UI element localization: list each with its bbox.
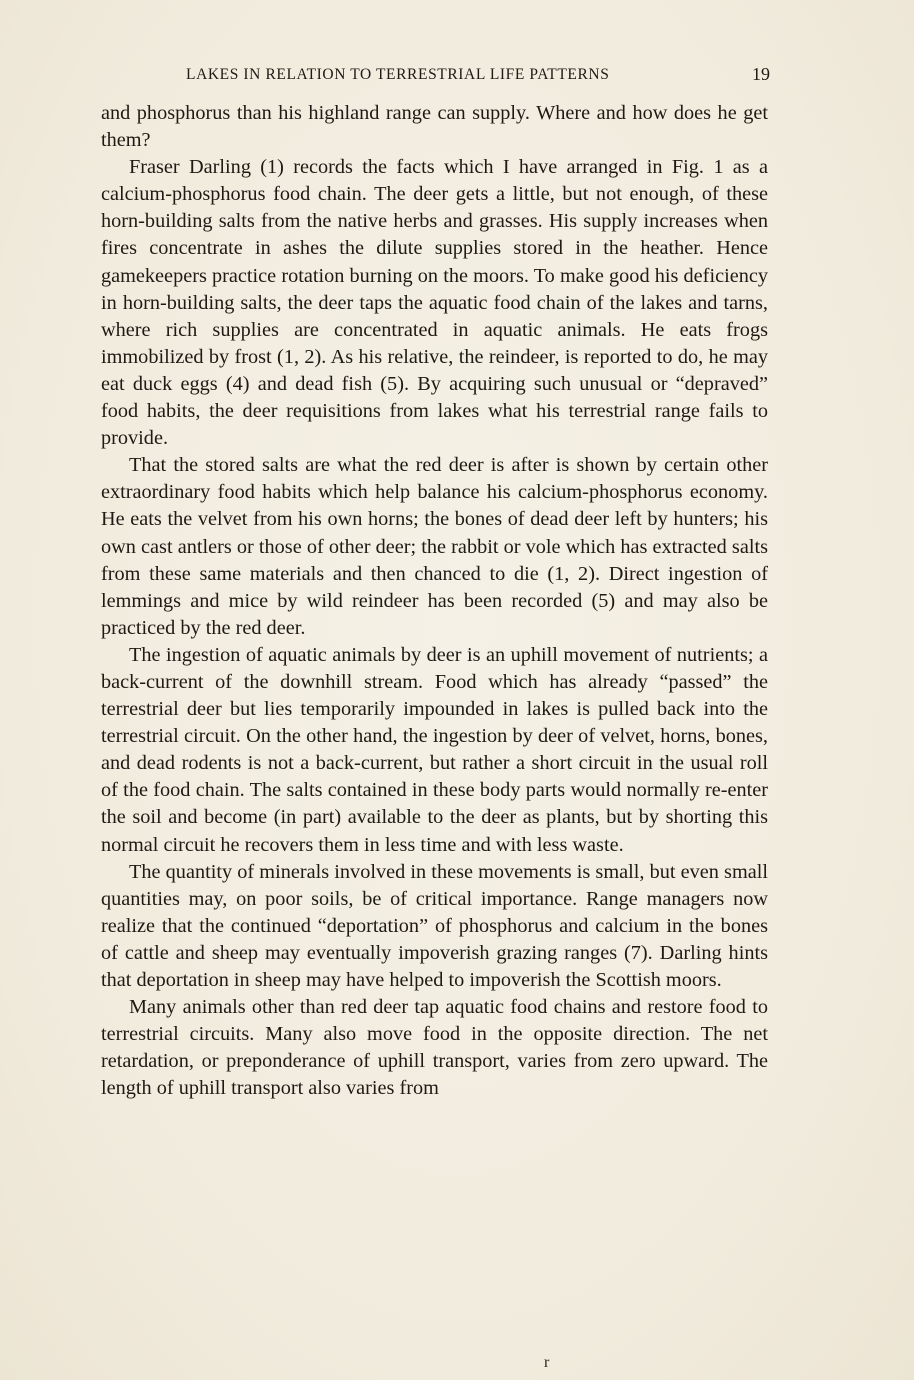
signature-mark: r	[544, 1354, 550, 1371]
paragraph: Fraser Darling (1) records the facts which I have arranged in Fig. 1 as a calcium-phosphorus food chain. The deer gets a little, but not enough, of these horn-building salts from the native herbs and grasses. His supply increases when fires concentrate in ashes the dilute supplies stored in the heather. Hence gamekeepers practice rotation burning on the moors. To make good his deficiency in horn-building salts, the deer taps the aquatic food chain of the lakes and tarns, where rich supplies are concentrated in aquatic animals. He eats frogs immobilized by frost (1, 2). As his relative, the reindeer, is reported to do, he may eat duck eggs (4) and dead fish (5). By acquiring such unusual or “depraved” food habits, the deer requisitions from lakes what his terrestrial range fails to provide.	[101, 156, 768, 450]
running-head: LAKES IN RELATION TO TERRESTRIAL LIFE PATTERNS	[186, 66, 610, 83]
body-text	[101, 100, 768, 1102]
paragraph: The ingestion of aquatic animals by deer is an uphill movement of nutrients; a back-current of the downhill stream. Food which has already “passed” the terrestrial deer but lies temporarily impounded in lakes is pulled back into the terrestrial circuit. On the other hand, the ingestion by deer of velvet, horns, bones, and dead rodents is not a back-current, but rather a short circuit in the usual roll of the food chain. The salts contained in these body parts would normally re-enter the soil and become (in part) available to the deer as plants, but by shorting this normal circuit he recovers them in less time and with less waste.	[101, 643, 768, 856]
paragraph: That the stored salts are what the red deer is after is shown by certain other extraordinary food habits which help balance his calcium-phosphorus economy. He eats the velvet from his own horns; the bones of dead deer left by hunters; his own cast antlers or those of other deer; the rabbit or vole which has extracted salts from these same materials and then chanced to die (1, 2). Direct ingestion of lemmings and mice by wild reindeer has been recorded (5) and may also be practiced by the red deer.	[101, 454, 768, 639]
paragraph: Many animals other than red deer tap aquatic food chains and restore food to terrestrial circuits. Many also move food in the opposite direction. The net retardation, or preponderance of uphill transport, varies from zero upward. The length of uphill transport also varies from	[101, 996, 768, 1100]
page-number: 19	[752, 64, 770, 84]
paragraph-continued: and phosphorus than his highland range can supply. Where and how does he get them?	[101, 102, 768, 152]
paragraph: The quantity of minerals involved in these movements is small, but even small quantities may, on poor soils, be of critical importance. Range managers now realize that the continued “deportation” of phosphorus and calcium in the bones of cattle and sheep may eventually impoverish grazing ranges (7). Darling hints that deportation in sheep may have helped to impoverish the Scottish moors.	[101, 860, 768, 991]
